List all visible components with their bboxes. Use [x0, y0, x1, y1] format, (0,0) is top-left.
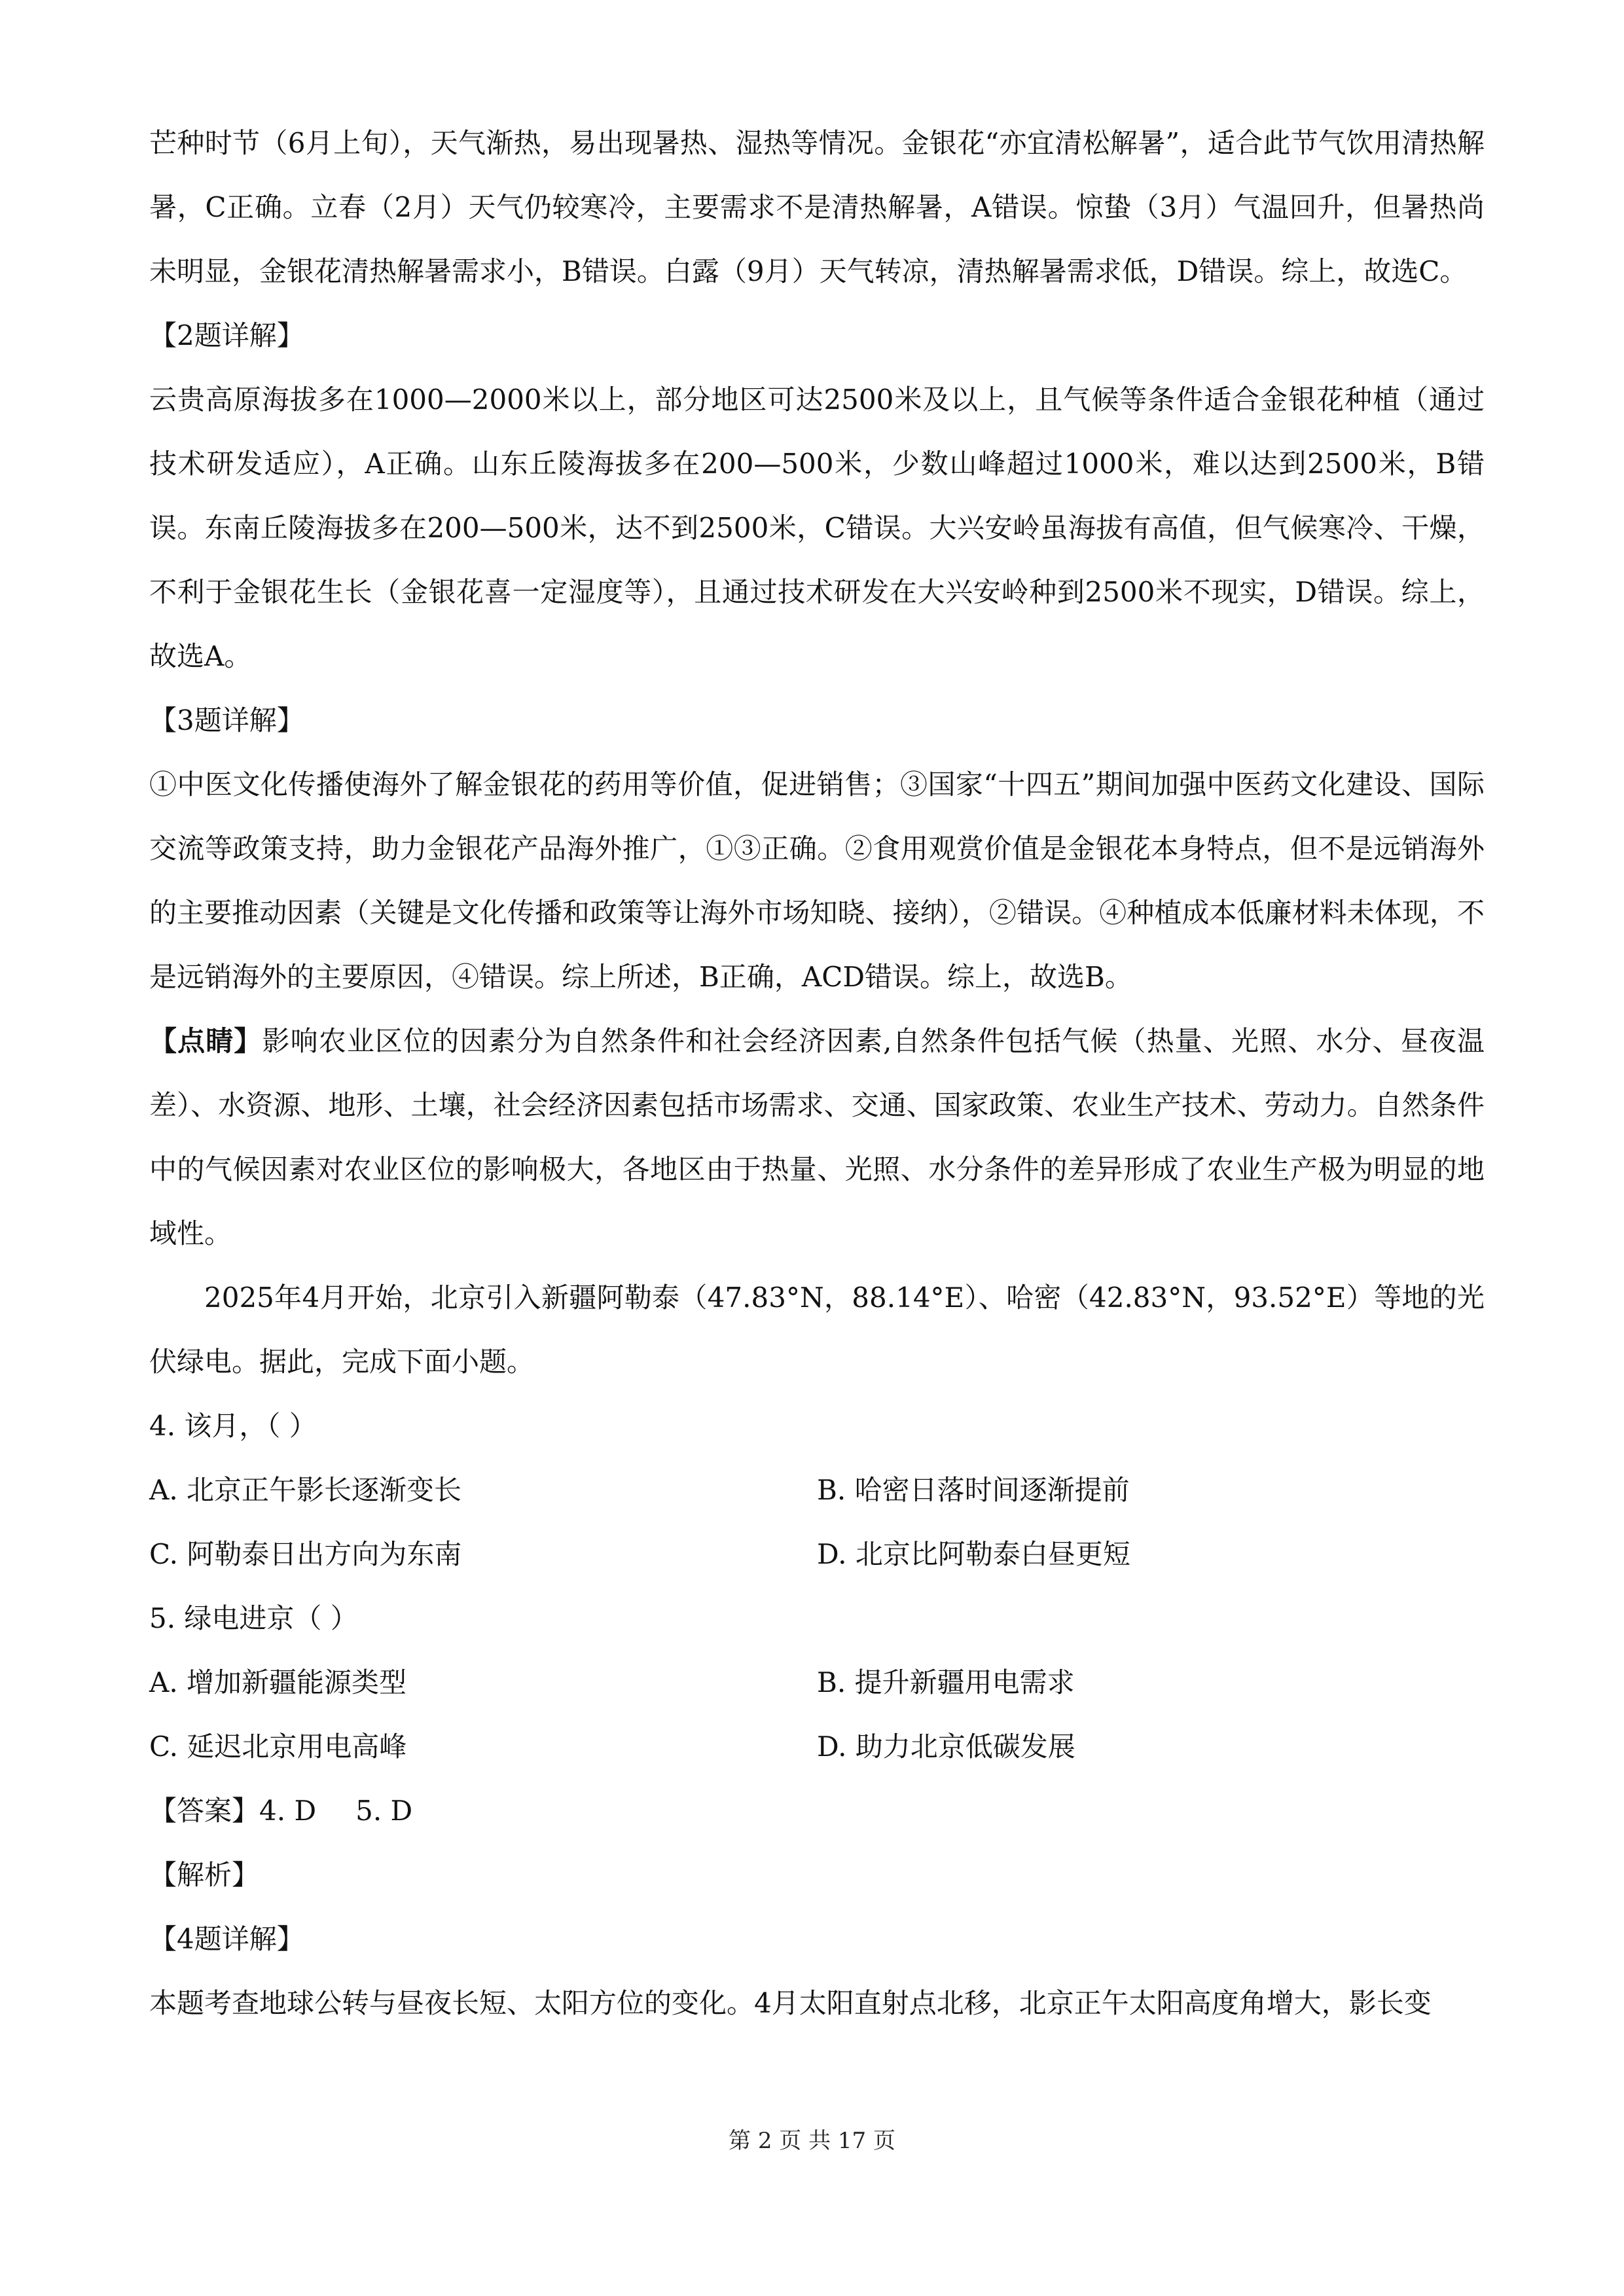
answer-5: 5. D — [355, 1795, 413, 1827]
explanation-paragraph-4: 本题考查地球公转与昼夜长短、太阳方位的变化。4月太阳直射点北移，北京正午太阳高度角增大，影长变 — [149, 1987, 1432, 2019]
question-4-stem: 4. 该月，（ ） — [149, 1410, 317, 1442]
key-point-paragraph — [149, 1009, 1485, 1266]
explanation-paragraph-2: 云贵高原海拔多在1000—2000米以上，部分地区可达2500米及以上，且气候等条件适合金银花种植（通过技术研发适应），A正确。山东丘陵海拔多在200—500米，少数山峰超过1000米，难以达到2500米，B错误。东南丘陵海拔多在200—500米，达不到2500米，C错误。大兴安岭虽海拔有高值，但气候寒冷、干燥，不利于金银花生长（金银花喜一定湿度等），且通过技术研发在大兴安岭种到2500米不现实，D错误。综上，故选A。 — [149, 384, 1485, 672]
key-point-label: 【点睛】 — [149, 1025, 262, 1057]
question-4-options-row-1 — [149, 1458, 1485, 1522]
question-5-options-row-2 — [149, 1715, 1485, 1779]
answer-line — [149, 1779, 1485, 1843]
explanation-paragraph-1: 芒种时节（6月上旬），天气渐热，易出现暑热、湿热等情况。金银花“亦宜清松解暑”，适合此节气饮用清热解暑，C正确。立春（2月）天气仍较寒冷，主要需求不是清热解暑，A错误。惊蛰（3月）气温回升，但暑热尚未明显，金银花清热解暑需求小，B错误。白露（9月）天气转凉，清热解暑需求低，D错误。综上，故选C。 — [149, 127, 1485, 287]
q5-option-c: C. 延迟北京用电高峰 — [149, 1731, 407, 1763]
question-5-stem: 5. 绿电进京（ ） — [149, 1602, 358, 1634]
q4-option-d: D. 北京比阿勒泰白昼更短 — [817, 1538, 1130, 1570]
q5-option-b: B. 提升新疆用电需求 — [817, 1666, 1075, 1698]
explanation-paragraph-3: ①中医文化传播使海外了解金银花的药用等价值，促进销售；③国家“十四五”期间加强中医药文化建设、国际交流等政策支持，助力金银花产品海外推广，①③正确。②食用观赏价值是金银花本身特点，但不是远销海外的主要推动因素（关键是文化传播和政策等让海外市场知晓、接纳），②错误。④种植成本低廉材料未体现，不是远销海外的主要原因，④错误。综上所述，B正确，ACD错误。综上，故选B。 — [149, 768, 1485, 993]
answer-4: 4. D — [259, 1795, 317, 1827]
heading-q2-detail: 【2题详解】 — [149, 319, 304, 351]
analysis-heading: 【解析】 — [149, 1859, 260, 1891]
answer-label: 【答案】 — [149, 1795, 260, 1827]
q5-option-a: A. 增加新疆能源类型 — [149, 1666, 407, 1698]
page-content — [149, 111, 1485, 2036]
heading-q3-detail: 【3题详解】 — [149, 704, 304, 736]
question-4-options-row-2 — [149, 1522, 1485, 1587]
question-intro: 2025年4月开始，北京引入新疆阿勒泰（47.83°N，88.14°E）、哈密（42.83°N，93.52°E）等地的光伏绿电。据此，完成下面小题。 — [149, 1282, 1485, 1378]
q5-option-d: D. 助力北京低碳发展 — [817, 1731, 1075, 1763]
q4-option-b: B. 哈密日落时间逐渐提前 — [817, 1474, 1130, 1506]
heading-q4-detail: 【4题详解】 — [149, 1923, 304, 1955]
q4-option-a: A. 北京正午影长逐渐变长 — [149, 1474, 462, 1506]
q4-option-c: C. 阿勒泰日出方向为东南 — [149, 1538, 462, 1570]
key-point-text: 影响农业区位的因素分为自然条件和社会经济因素,自然条件包括气候（热量、光照、水分、昼夜温差）、水资源、地形、土壤，社会经济因素包括市场需求、交通、国家政策、农业生产技术、劳动力。自然条件中的气候因素对农业区位的影响极大，各地区由于热量、光照、水分条件的差异形成了农业生产极为明显的地域性。 — [149, 1025, 1485, 1249]
page-number-footer: 第 2 页 共 17 页 — [729, 2128, 895, 2154]
question-5-options-row-1 — [149, 1651, 1485, 1715]
